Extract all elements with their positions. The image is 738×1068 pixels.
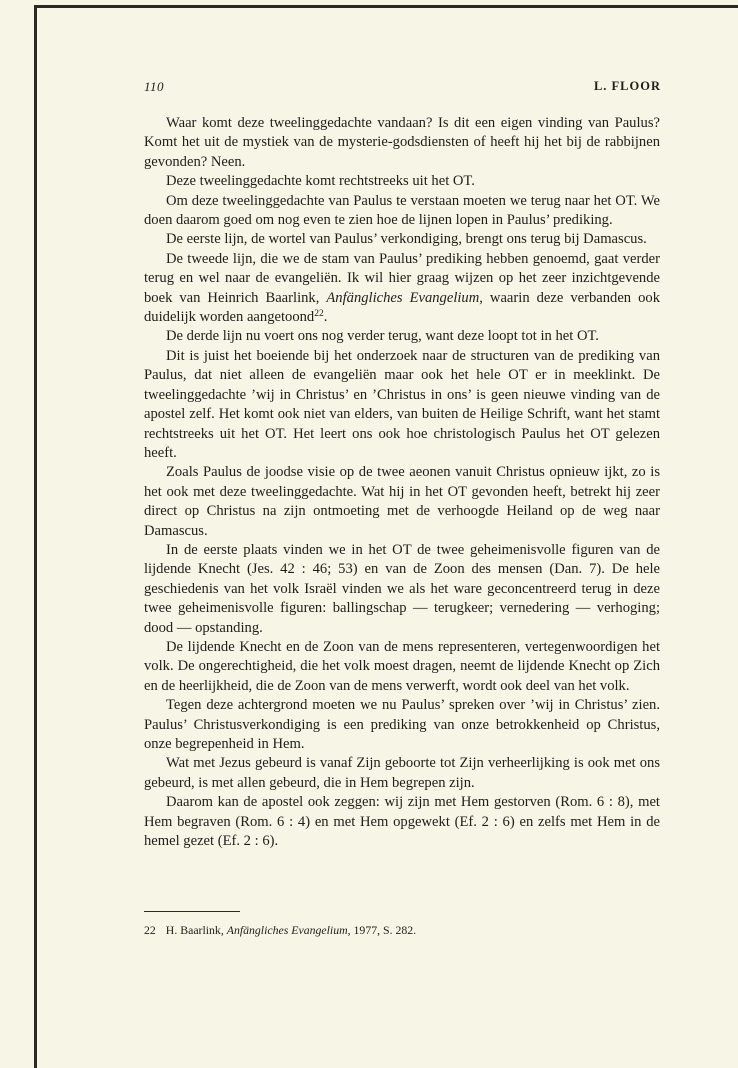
paragraph: Zoals Paulus de joodse visie op de twee aeonen vanuit Christus opnieuw ijkt, zo is het ook met deze tweelinggedachte. Wat hij in het OT gevonden heeft, betrekt hij zeer direct op Christus na zijn ontmoeting met de verhoogde Heiland op de weg naar Damascus. (144, 464, 660, 539)
paragraph: Wat met Jezus gebeurd is vanaf Zijn geboorte tot Zijn verheerlijking is ook met ons gebeurd, is met allen gebeurd, die in Hem begrepen zijn. (144, 755, 660, 791)
paragraph-text: waarin deze verbanden ook duidelijk worden aangetoond (144, 289, 660, 326)
body-text (144, 114, 660, 851)
paragraph: Waar komt deze tweelinggedachte vandaan? Is dit een eigen vinding van Paulus? Komt het uit de mystiek van de mysterie-godsdiensten of heeft hij het bij de rabbijnen gevonden? Neen. (144, 115, 660, 170)
paragraph: Daarom kan de apostel ook zeggen: wij zijn met Hem gestorven (Rom. 6 : 8), met Hem begraven (Rom. 6 : 4) en met Hem opgewekt (Ef. 2 : 6) en zelfs met Hem in de hemel gezet (Ef. 2 : 6). (144, 794, 660, 850)
scan-edge-top (34, 5, 738, 8)
footnote-number: 22 (144, 923, 156, 937)
paragraph: De lijdende Knecht en de Zoon van de mens representeren, vertegenwoordigen het volk. De ongerechtigheid, die het volk moest dragen, neemt de lijdende Knecht op Zich en de heerlijkheid, die de Zoon van de mens verwerft, wordt ook deel van het volk. (144, 638, 660, 694)
footnote-separator (144, 911, 240, 912)
footnote-author: H. Baarlink, (165, 923, 227, 937)
scan-edge-left (34, 5, 37, 1068)
page-number: 110 (144, 79, 165, 94)
book-title: Anfängliches Evangelium, (326, 289, 483, 306)
paragraph: Om deze tweelinggedachte van Paulus te verstaan moeten we terug naar het OT. We doen daarom goed om nog even te zien hoe de lijnen lopen in Paulus’ prediking. (144, 192, 660, 229)
footnote (144, 923, 660, 938)
paragraph: De eerste lijn, de wortel van Paulus’ verkondiging, brengt ons terug bij Damascus. (166, 231, 647, 248)
paragraph: Deze tweelinggedachte komt rechtstreeks uit het OT. (166, 173, 475, 190)
paragraph (144, 250, 660, 328)
paragraph: De derde lijn nu voert ons nog verder terug, want deze loopt tot in het OT. (166, 328, 599, 345)
footnote-reference[interactable]: 22 (314, 309, 324, 320)
footnote-title: Anfängliches Evangelium, (226, 923, 351, 937)
paragraph: In de eerste plaats vinden we in het OT de twee geheimenisvolle figuren van de lijdende Knecht (Jes. 42 : 46; 53) en van de Zoon des mensen (Dan. 7). De hele geschiedenis van het volk Israël vinden we als het ware geconcentreerd terug in deze twee geheimenisvolle figuren: ballingschap — terugkeer; vernedering — verhoging; dood — opstanding. (144, 541, 660, 636)
running-head: L. FLOOR (593, 79, 661, 93)
paragraph: Dit is juist het boeiende bij het onderzoek naar de structuren van de prediking van Paulus, dat niet alleen de evangeliën maar ook het hele OT er in meeklinkt. De tweelinggedachte ’wij in Christus’ en ’Christus in ons’ is geen nieuwe vinding van de apostel zelf. Het komt ook niet van elders, van buiten de Heilige Schrift, want het stamt rechtstreeks uit het OT. Het leert ons ook hoe christologisch Paulus het OT gelezen heeft. (144, 347, 660, 461)
paragraph-text: . (323, 309, 328, 326)
paragraph-text: De tweede lijn, die we de stam van Paulus’ prediking hebben genoemd, gaat verder terug en wel naar de evangeliën. Ik wil hier graag wijzen op het zeer inzichtgevende boek van Heinrich Baarlink, (144, 250, 660, 306)
paragraph: Tegen deze achtergrond moeten we nu Paulus’ spreken over ’wij in Christus’ zien. Paulus’ Christusverkondiging is een prediking van onze betrokkenheid op Christus, onze begrepenheid in Hem. (144, 697, 660, 752)
footnote-citation: 1977, S. 282. (350, 923, 417, 937)
